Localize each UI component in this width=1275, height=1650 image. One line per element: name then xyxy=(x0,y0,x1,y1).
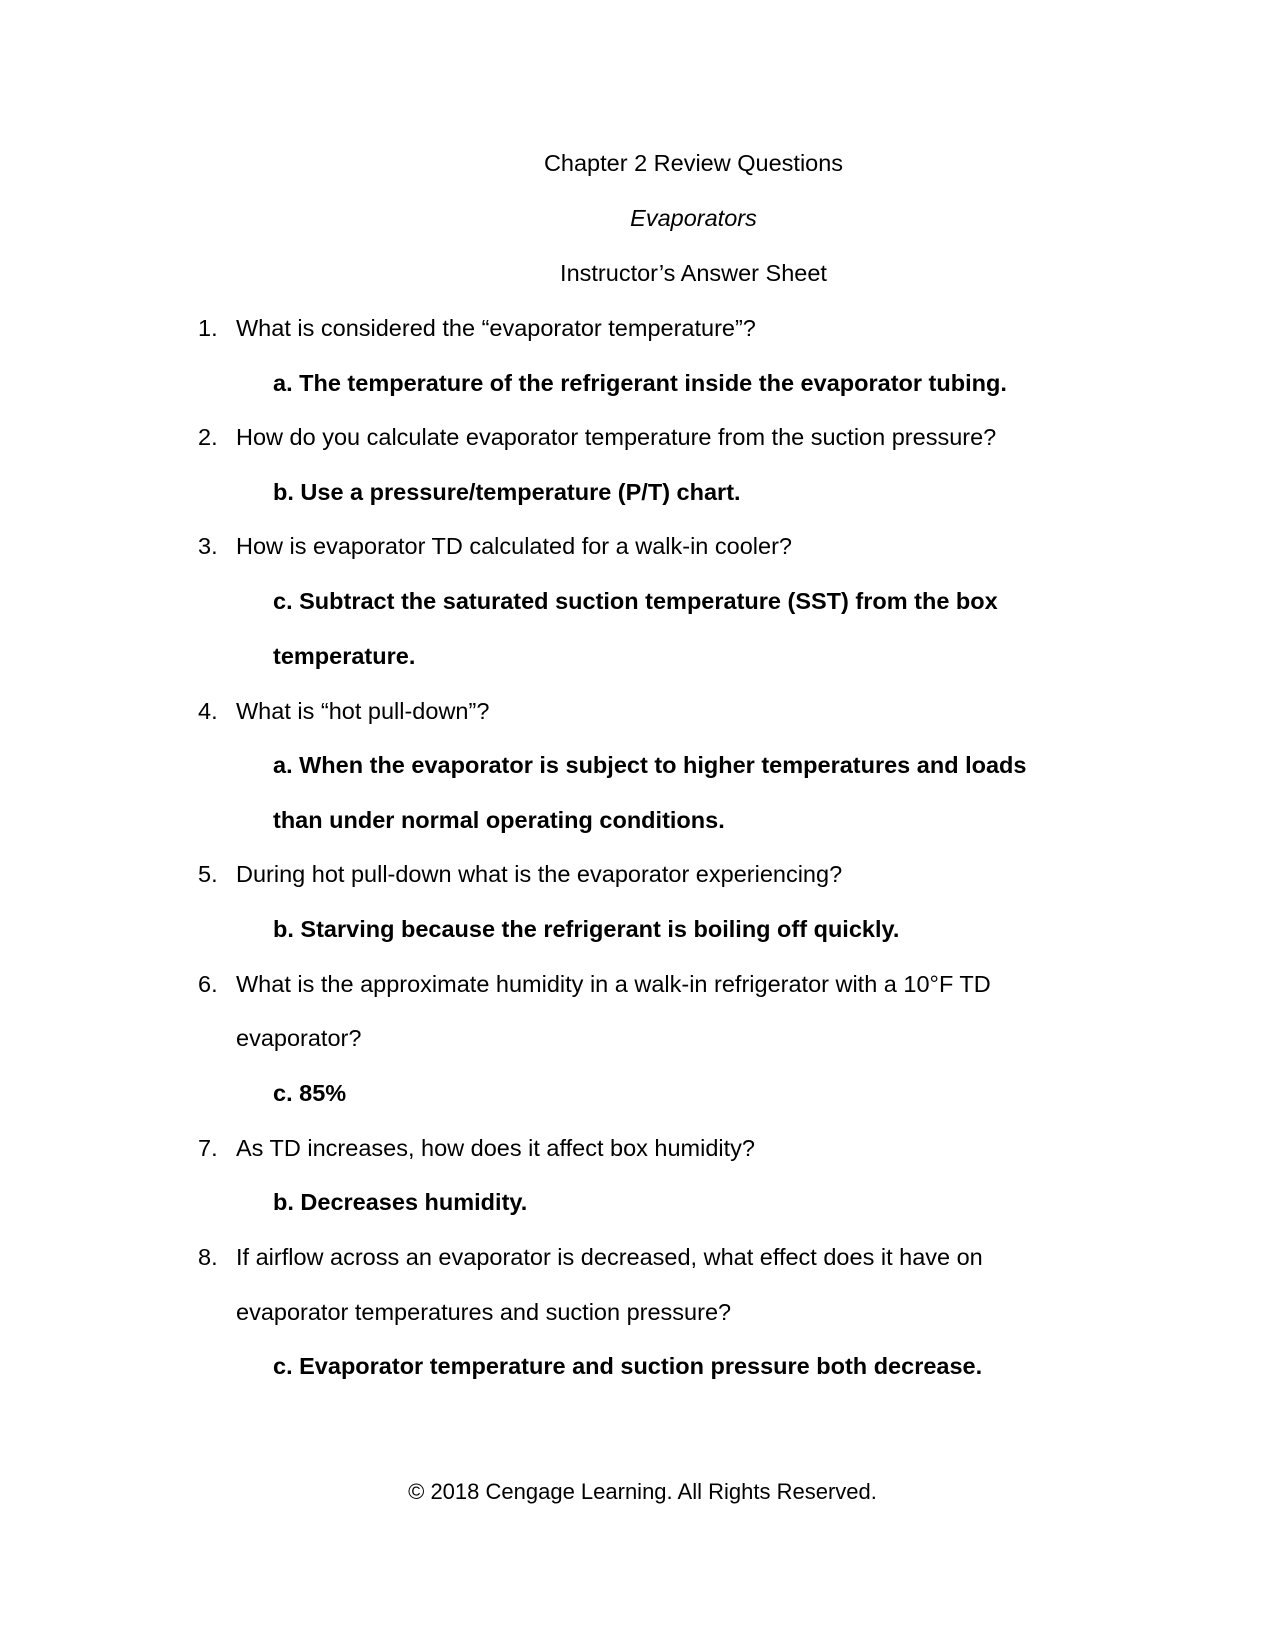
answer-text: b. Decreases humidity. xyxy=(273,1189,528,1215)
answer-text: b. Starving because the refrigerant is boiling off quickly. xyxy=(273,916,900,942)
question-number: 6. xyxy=(198,971,218,997)
page-subtitle: Evaporators xyxy=(630,205,757,231)
sheet-label: Instructor’s Answer Sheet xyxy=(560,260,827,286)
question-text: What is “hot pull-down”? xyxy=(236,698,490,724)
question-text: As TD increases, how does it affect box humidity? xyxy=(236,1135,755,1161)
question-number: 4. xyxy=(198,698,218,724)
question-text: How do you calculate evaporator temperature from the suction pressure? xyxy=(236,424,997,450)
question-text: How is evaporator TD calculated for a walk-in cooler? xyxy=(236,533,792,559)
answer-text: c. Evaporator temperature and suction pressure both decrease. xyxy=(273,1353,983,1379)
question-number: 5. xyxy=(198,861,218,887)
question-number: 7. xyxy=(198,1135,218,1161)
answer-text: a. When the evaporator is subject to higher temperatures and loads xyxy=(273,752,1027,778)
answer-text-continued: than under normal operating conditions. xyxy=(273,807,725,833)
question-text: During hot pull-down what is the evaporator experiencing? xyxy=(236,861,843,887)
copyright-footer: © 2018 Cengage Learning. All Rights Reserved. xyxy=(408,1479,877,1504)
answer-text: c. Subtract the saturated suction temperature (SST) from the box xyxy=(273,588,998,614)
question-text: What is considered the “evaporator temperature”? xyxy=(236,315,756,341)
page-title: Chapter 2 Review Questions xyxy=(543,150,844,176)
question-number: 8. xyxy=(198,1244,218,1270)
question-text: If airflow across an evaporator is decreased, what effect does it have on xyxy=(236,1244,983,1270)
answer-text: a. The temperature of the refrigerant inside the evaporator tubing. xyxy=(273,370,1007,396)
answer-text: b. Use a pressure/temperature (P/T) chart. xyxy=(273,479,741,505)
question-number: 1. xyxy=(198,315,218,341)
question-text-continued: evaporator temperatures and suction pressure? xyxy=(236,1299,732,1325)
question-number: 3. xyxy=(198,533,218,559)
answer-text-continued: temperature. xyxy=(273,643,416,669)
answer-text: c. 85% xyxy=(273,1080,347,1106)
question-number: 2. xyxy=(198,424,218,450)
question-text: What is the approximate humidity in a walk-in refrigerator with a 10°F TD xyxy=(236,971,991,997)
question-text-continued: evaporator? xyxy=(236,1025,362,1051)
